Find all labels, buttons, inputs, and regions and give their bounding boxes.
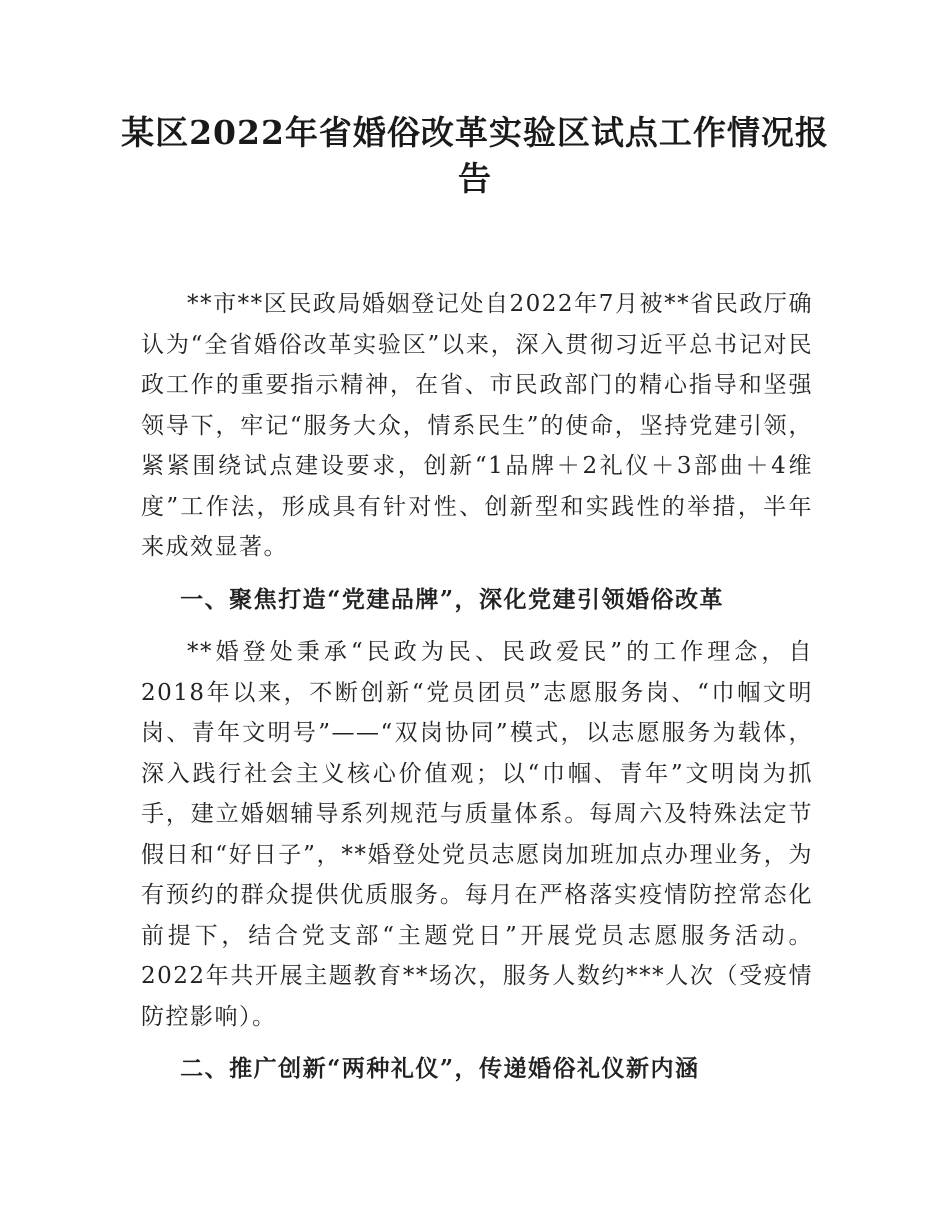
document-body [141, 284, 813, 1102]
section-heading-1: 一、聚焦打造“党建品牌”，深化党建引领婚俗改革 [180, 585, 725, 613]
document-title: 某区2022年省婚俗改革实验区试点工作情况报告 [121, 113, 829, 198]
intro-paragraph: **市**区民政局婚姻登记处自2022年7月被**省民政厅确认为“全省婚俗改革实验区”以来，深入贯彻习近平总书记对民政工作的重要指示精神，在省、市民政部门的精心指导和坚强领导下，牢记“服务大众，情系民生”的使命，坚持党建引领，紧紧围绕试点建设要求，创新“1品牌＋2礼仪＋3部曲＋4维度”工作法，形成具有针对性、创新型和实践性的举措，半年来成效显著。 [141, 291, 813, 560]
section-heading-2: 二、推广创新“两种礼仪”，传递婚俗礼仪新内涵 [180, 1055, 700, 1082]
section-1-paragraph: **婚登处秉承“民政为民、民政爱民”的工作理念，自2018年以来，不断创新“党员团员”志愿服务岗、“巾帼文明岗、青年文明号”——“双岗协同”模式，以志愿服务为载体，深入践行社会主义核心价值观；以“巾帼、青年”文明岗为抓手，建立婚姻辅导系列规范与质量体系。每周六及特殊法定节假日和“好日子”，**婚登处党员志愿岗加班加点办理业务，为有预约的群众提供优质服务。每月在严格落实疫情防控常态化前提下，结合党支部“主题党日”开展党员志愿服务活动。2022年共开展主题教育**场次，服务人数约***人次（受疫情防控影响）。 [141, 639, 813, 1030]
